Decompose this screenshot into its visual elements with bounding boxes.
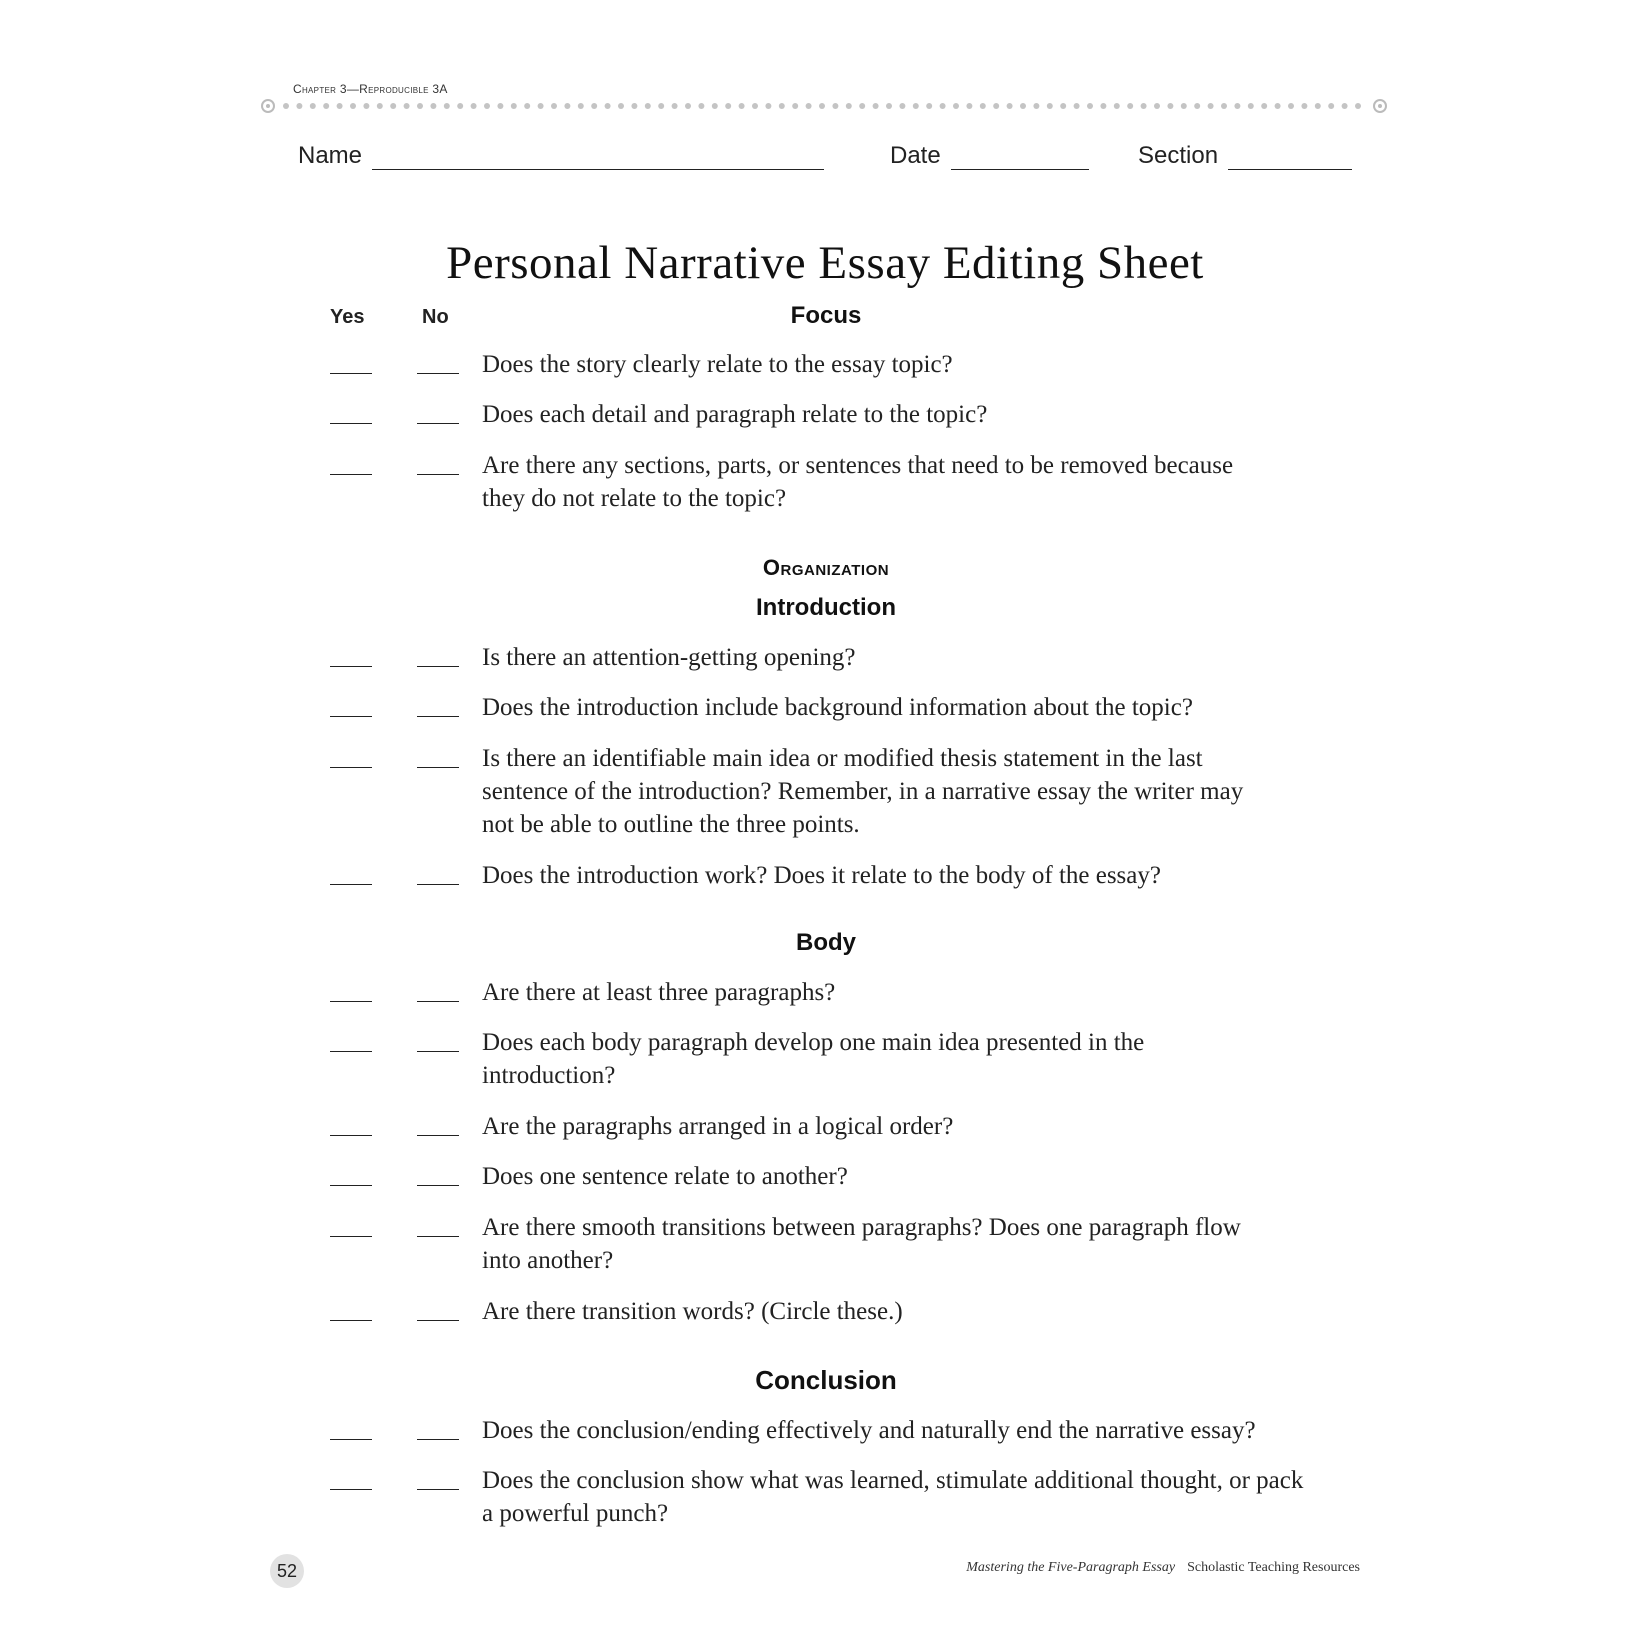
rule-dot: [605, 103, 611, 109]
rule-dot: [323, 103, 329, 109]
rule-dot: [1167, 103, 1173, 109]
student-info-row: [298, 142, 1350, 178]
rule-dot: [658, 103, 664, 109]
yes-blank[interactable]: [330, 1489, 372, 1490]
rule-dot: [859, 103, 865, 109]
rule-dot: [1221, 103, 1227, 109]
page-title: Personal Narrative Essay Editing Sheet: [446, 237, 1204, 290]
rule-dot: [1114, 103, 1120, 109]
rule-dot: [310, 103, 316, 109]
question-text: Are the paragraphs arranged in a logical order?: [482, 1113, 954, 1140]
no-blank[interactable]: [417, 1320, 459, 1321]
no-blank[interactable]: [417, 474, 459, 475]
no-blank[interactable]: [417, 716, 459, 717]
rule-dot: [1007, 103, 1013, 109]
rule-dot: [363, 103, 369, 109]
date-blank[interactable]: [951, 145, 1089, 170]
checklist-item: [0, 742, 1632, 838]
rule-dot: [377, 103, 383, 109]
yes-blank[interactable]: [330, 666, 372, 667]
rule-dot: [725, 103, 731, 109]
section-heading-body: Body: [796, 929, 856, 956]
no-blank[interactable]: [417, 666, 459, 667]
rule-dot: [283, 103, 289, 109]
question-text: Are there transition words? (Circle these.): [482, 1298, 903, 1325]
rule-dot: [739, 103, 745, 109]
name-label: Name: [298, 142, 363, 169]
rule-dot: [886, 103, 892, 109]
checklist-item: [0, 1026, 1632, 1089]
dotted-rule: [258, 96, 1392, 116]
section-heading-organization: Organization: [762, 555, 890, 580]
rule-dot: [390, 103, 396, 109]
rule-dot: [1248, 103, 1254, 109]
rule-dot: [993, 103, 999, 109]
rule-dot: [1301, 103, 1307, 109]
chapter-label: Chapter 3—Reproducible 3A: [293, 82, 448, 96]
rule-dot: [484, 103, 490, 109]
section-heading-introduction: Introduction: [756, 594, 896, 621]
no-column-header: No: [422, 306, 449, 328]
no-blank[interactable]: [417, 884, 459, 885]
section-heading-conclusion: Conclusion: [755, 1365, 897, 1395]
rule-dot: [899, 103, 905, 109]
rule-dot: [471, 103, 477, 109]
yes-column-header: Yes: [330, 306, 365, 328]
date-label: Date: [890, 142, 941, 169]
rule-dot: [591, 103, 597, 109]
rule-dot: [953, 103, 959, 109]
checklist-item: [0, 1211, 1632, 1274]
no-blank[interactable]: [417, 767, 459, 768]
rule-dot: [417, 103, 423, 109]
no-blank[interactable]: [417, 1236, 459, 1237]
dot-row: [283, 103, 1361, 109]
rule-dot: [1127, 103, 1133, 109]
checklist-item: [0, 1464, 1632, 1527]
rule-dot: [337, 103, 343, 109]
rule-dot: [551, 103, 557, 109]
rule-dot: [511, 103, 517, 109]
yes-blank[interactable]: [330, 884, 372, 885]
yes-blank[interactable]: [330, 716, 372, 717]
no-blank[interactable]: [417, 1001, 459, 1002]
yes-blank[interactable]: [330, 1320, 372, 1321]
rule-dot: [779, 103, 785, 109]
rule-dot: [538, 103, 544, 109]
rule-dot: [457, 103, 463, 109]
rule-dot: [1100, 103, 1106, 109]
footer-credit: [966, 1560, 1360, 1576]
rule-dot: [1342, 103, 1348, 109]
rule-dot: [578, 103, 584, 109]
rule-dot: [524, 103, 530, 109]
checklist-item: [0, 449, 1632, 512]
yes-blank[interactable]: [330, 1051, 372, 1052]
left-swirl-ornament: [262, 100, 274, 112]
question-text: Is there an identifiable main idea or modified thesis statement in the last sentence of the introduction? Remember, in a narrative essay the writer may not be able to outline the three points.: [482, 745, 1244, 838]
rule-dot: [873, 103, 879, 109]
no-blank[interactable]: [417, 1135, 459, 1136]
checklist-item: [0, 1295, 1632, 1355]
rule-dot: [819, 103, 825, 109]
question-text: Does the story clearly relate to the essay topic?: [482, 351, 953, 378]
rule-dot: [430, 103, 436, 109]
rule-dot: [752, 103, 758, 109]
rule-dot: [1355, 103, 1361, 109]
name-blank[interactable]: [372, 145, 824, 170]
question-text: Does the conclusion/ending effectively and naturally end the narrative essay?: [482, 1417, 1256, 1444]
rule-dot: [1141, 103, 1147, 109]
rule-dot: [832, 103, 838, 109]
footer-publisher: Scholastic Teaching Resources: [1187, 1560, 1360, 1575]
no-blank[interactable]: [417, 1439, 459, 1440]
rule-dot: [1208, 103, 1214, 109]
rule-dot: [672, 103, 678, 109]
rule-dot: [1087, 103, 1093, 109]
rule-dot: [1047, 103, 1053, 109]
rule-dot: [564, 103, 570, 109]
question-text: Does the introduction work? Does it relate to the body of the essay?: [482, 862, 1161, 889]
yes-blank[interactable]: [330, 474, 372, 475]
no-blank[interactable]: [417, 1185, 459, 1186]
yes-blank[interactable]: [330, 373, 372, 374]
rule-dot: [1033, 103, 1039, 109]
rule-dot: [940, 103, 946, 109]
question-text: Does each detail and paragraph relate to the topic?: [482, 401, 988, 428]
rule-dot: [1261, 103, 1267, 109]
no-blank[interactable]: [417, 1051, 459, 1052]
rule-dot: [1181, 103, 1187, 109]
rule-dot: [792, 103, 798, 109]
rule-dot: [966, 103, 972, 109]
rule-dot: [712, 103, 718, 109]
rule-dot: [1234, 103, 1240, 109]
section-field-group: [1138, 142, 1352, 170]
yes-blank[interactable]: [330, 1236, 372, 1237]
rule-dot: [1275, 103, 1281, 109]
section-blank[interactable]: [1228, 145, 1352, 170]
name-field-group: [298, 142, 824, 170]
rule-dot: [1154, 103, 1160, 109]
rule-dot: [350, 103, 356, 109]
date-field-group: [890, 142, 1089, 170]
rule-dot: [685, 103, 691, 109]
rule-dot: [618, 103, 624, 109]
yes-blank[interactable]: [330, 1135, 372, 1136]
rule-dot: [926, 103, 932, 109]
rule-dot: [913, 103, 919, 109]
section-heading-focus: Focus: [790, 302, 862, 329]
rule-dot: [296, 103, 302, 109]
no-blank[interactable]: [417, 373, 459, 374]
question-text: Is there an attention-getting opening?: [482, 644, 856, 671]
rule-dot: [846, 103, 852, 109]
rule-dot: [444, 103, 450, 109]
checklist-item: [0, 859, 1632, 919]
rule-dot: [497, 103, 503, 109]
question-text: Does each body paragraph develop one main idea presented in the introduction?: [482, 1029, 1145, 1089]
footer-book-title: Mastering the Five-Paragraph Essay: [966, 1560, 1176, 1575]
yes-blank[interactable]: [330, 1439, 372, 1440]
yes-blank[interactable]: [330, 767, 372, 768]
question-text: Are there at least three paragraphs?: [482, 979, 836, 1006]
rule-dot: [404, 103, 410, 109]
rule-dot: [645, 103, 651, 109]
rule-dot: [980, 103, 986, 109]
rule-dot: [1288, 103, 1294, 109]
rule-dot: [1060, 103, 1066, 109]
question-text: Does the conclusion show what was learned, stimulate additional thought, or pack a powerful punch?: [482, 1467, 1304, 1527]
question-text: Are there smooth transitions between paragraphs? Does one paragraph flow into another?: [482, 1214, 1241, 1274]
rule-dot: [1020, 103, 1026, 109]
rule-dot: [806, 103, 812, 109]
page-number: 52: [270, 1554, 304, 1588]
rule-dot: [631, 103, 637, 109]
rule-dot: [1315, 103, 1321, 109]
rule-dot: [1074, 103, 1080, 109]
question-text: Does the introduction include background information about the topic?: [482, 694, 1193, 721]
rule-dot: [765, 103, 771, 109]
no-blank[interactable]: [417, 1489, 459, 1490]
section-label: Section: [1138, 142, 1219, 169]
yes-blank[interactable]: [330, 1185, 372, 1186]
yes-blank[interactable]: [330, 423, 372, 424]
no-blank[interactable]: [417, 423, 459, 424]
question-text: Does one sentence relate to another?: [482, 1163, 848, 1190]
question-text: Are there any sections, parts, or sentences that need to be removed because they do not relate to the topic?: [482, 452, 1234, 512]
rule-dot: [1328, 103, 1334, 109]
right-swirl-ornament: [1374, 100, 1386, 112]
yes-blank[interactable]: [330, 1001, 372, 1002]
rule-dot: [698, 103, 704, 109]
rule-dot: [1194, 103, 1200, 109]
